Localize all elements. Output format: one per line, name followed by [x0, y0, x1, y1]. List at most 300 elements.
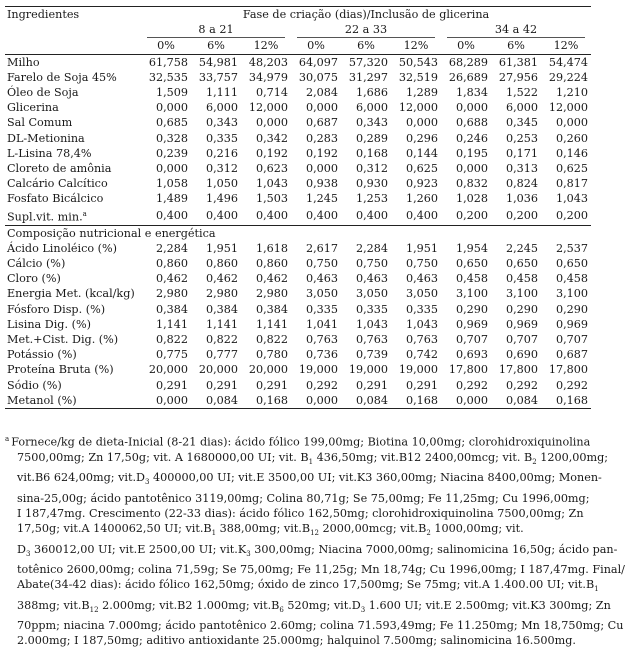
table-cell: 1,253 [355, 192, 388, 206]
footnote-text: 388,00mg; vit.B [216, 522, 311, 536]
table-cell: 1,028 [455, 192, 488, 206]
table-cell: 32,535 [148, 70, 188, 84]
table-cell: 0,000 [555, 116, 589, 130]
footnote-text: D [17, 542, 26, 556]
row-label [5, 378, 141, 393]
table-row [5, 100, 591, 115]
table-cell: 0,458 [555, 272, 589, 286]
table-cell: 0,463 [405, 272, 438, 286]
table-cell: 0,290 [455, 302, 488, 316]
table-row [5, 393, 591, 409]
table-cell: 1,043 [255, 177, 288, 191]
row-label [5, 362, 141, 377]
table-cell: 1,260 [405, 192, 438, 206]
table-cell: 0,168 [541, 393, 591, 409]
table-cell: 0,462 [155, 272, 188, 286]
table-cell: 32,519 [398, 70, 438, 84]
table-cell: 19,000 [298, 363, 338, 377]
table-row [5, 54, 591, 70]
table-cell: 0,291 [405, 378, 438, 392]
row-label-text: Supl.vit. min. [7, 210, 83, 224]
table-cell: 61,381 [498, 55, 538, 69]
row-label-text: Cloreto de amônia [7, 162, 112, 176]
row-label-text: Energia Met. (kcal/kg) [7, 287, 135, 301]
table-cell: 0,458 [505, 272, 538, 286]
footnote-subscript: 1 [308, 458, 314, 467]
row-label [5, 176, 141, 191]
table-cell: 0,000 [291, 393, 341, 409]
table-cell: 0,246 [455, 131, 488, 145]
row-label-text: L-Lisina 78,4% [7, 146, 92, 160]
table-row [5, 378, 591, 393]
table-cell: 50,543 [398, 55, 438, 69]
table-row [5, 317, 591, 332]
table-row [5, 70, 591, 85]
composition-section-title: Composição nutricional e energética [5, 225, 591, 241]
table-cell: 0,860 [155, 256, 188, 270]
table-cell: 0,736 [305, 348, 338, 362]
table-cell: 0,171 [505, 146, 538, 160]
table-cell: 0,860 [205, 256, 238, 270]
footnote-line [5, 521, 591, 541]
row-label [5, 393, 141, 409]
table-cell: 1,954 [455, 241, 488, 255]
table-cell: 0,707 [455, 333, 488, 346]
footnote-text: 360012,00 UI; vit.E 2500,00 UI; vit.K [30, 542, 247, 556]
table-cell: 26,689 [448, 70, 488, 84]
table-cell: 2,537 [555, 241, 589, 255]
table-cell: 3,100 [455, 287, 488, 301]
footnote-text: 7500,00mg; Zn 17,50g; vit. A 1680000,00 UI; vit. B [17, 450, 309, 464]
table-cell: 48,203 [248, 55, 288, 69]
table-cell: 0,216 [205, 146, 238, 160]
table-cell: 3,050 [405, 287, 438, 301]
row-label-text: Proteína Bruta (%) [7, 363, 114, 377]
footnote-line [5, 432, 591, 450]
table-cell: 61,758 [148, 55, 188, 69]
table-cell: 3,050 [355, 287, 388, 301]
table-cell: 0,313 [505, 162, 538, 176]
footnote-text: 70ppm; niacina 7.000mg; ácido pantotênico 2.60mg; colina 71.593,49mg; Fe 11.250mg; Mn 18,750mg; Cu [17, 619, 624, 633]
table-cell: 29,224 [548, 70, 589, 84]
footnote-text: Fornece/kg de dieta-Inicial (8-21 dias): ácido fólico 199,00mg; Biotina 10,00mg; clorohidroxiquinolina [11, 435, 591, 449]
footnote-text: 2.000mg; vit.B2 1.000mg; vit.B [98, 598, 280, 612]
table-row [5, 286, 591, 301]
table-cell: 0,623 [255, 162, 288, 176]
table-cell: 0,860 [255, 256, 288, 270]
row-label [5, 54, 141, 70]
table-cell: 0,000 [441, 393, 491, 409]
table-cell: 0,000 [255, 116, 288, 130]
row-label [5, 146, 141, 161]
table-cell: 0,335 [405, 302, 438, 316]
table-cell: 0,625 [555, 162, 589, 176]
footnote-ref: a [82, 209, 87, 218]
table-cell: 0,463 [305, 272, 338, 286]
footnote-line [5, 450, 609, 470]
table-cell: 27,956 [498, 70, 538, 84]
table-cell: 0,290 [505, 302, 538, 316]
table-cell: 57,320 [348, 55, 388, 69]
footnote-subscript: 1 [211, 529, 217, 538]
table-cell: 1,036 [505, 192, 538, 206]
table-cell: 1,509 [155, 86, 188, 100]
table-cell: 6,000 [355, 101, 388, 115]
table-cell: 12,000 [248, 101, 288, 115]
table-cell: 0,400 [355, 209, 388, 222]
footnote-text: 436,50mg; vit.B12 2400,00mcg; vit. B [313, 450, 533, 464]
table-cell: 0,650 [455, 256, 488, 270]
table-cell: 0,780 [255, 348, 288, 362]
row-label-text: Glicerina [7, 101, 59, 115]
table-cell: 0,763 [305, 333, 338, 346]
table-cell: 0,775 [155, 348, 188, 362]
row-label [5, 85, 141, 100]
table-cell: 0,969 [555, 317, 589, 331]
table-cell: 0,291 [205, 378, 238, 392]
table-cell: 3,100 [505, 287, 538, 301]
table-cell: 0,192 [255, 146, 288, 160]
table-cell: 0,335 [205, 131, 238, 145]
table-cell: 6,000 [505, 101, 538, 115]
table-cell: 33,757 [198, 70, 238, 84]
table-cell: 1,489 [155, 192, 188, 206]
row-label [5, 317, 141, 332]
table-cell: 0,146 [555, 146, 589, 160]
footnote-subscript: 1 [594, 585, 599, 594]
table-cell: 1,111 [205, 86, 238, 100]
table-cell: 0,253 [505, 131, 538, 145]
table-cell: 0,168 [391, 393, 441, 409]
table-cell: 0,687 [555, 348, 589, 362]
table-cell: 0,000 [155, 101, 188, 115]
table-cell: 0,342 [255, 131, 288, 145]
footnote-text: 1200,00mg; [536, 450, 609, 464]
table-cell: 2,980 [205, 287, 238, 301]
table-cell: 30,075 [298, 70, 338, 84]
table-cell: 34,979 [248, 70, 288, 84]
table-cell: 20,000 [248, 363, 288, 377]
table-cell: 0,400 [255, 209, 288, 222]
level-header: 12% [391, 38, 441, 54]
footnote-line [5, 598, 611, 618]
footnote-text: 388mg; vit.B [17, 598, 90, 612]
table-cell: 0,000 [455, 162, 488, 176]
table-cell: 0,345 [505, 116, 538, 130]
table-cell: 0,168 [355, 146, 388, 160]
table-cell: 0,192 [305, 146, 338, 160]
table-cell: 0,777 [205, 348, 238, 362]
table-title: Fase de criação (dias)/Inclusão de glicerina [141, 7, 591, 23]
footnote-text: 1000,00mg; vit. [430, 522, 524, 536]
footnote-line [5, 562, 625, 577]
footnote-text: totênico 2600,00mg; colina 71,59g; Se 75,00mg; Fe 11,25g; Mn 18,74g; Cu 1996,00mg; I 187,47mg. Final/ [17, 563, 625, 577]
table-cell: 19,000 [348, 363, 388, 377]
row-label [5, 241, 141, 256]
table-cell: 0,292 [555, 378, 589, 392]
table-cell: 0,343 [355, 116, 388, 130]
row-label [5, 271, 141, 286]
footnote-line [5, 470, 602, 490]
footnote-line [5, 618, 624, 633]
table-cell: 1,503 [255, 192, 288, 206]
table-cell: 2,980 [255, 287, 288, 301]
composition-section [5, 241, 591, 409]
level-header: 0% [141, 38, 191, 54]
ingredients-section [5, 54, 591, 225]
table-cell: 0,714 [255, 86, 288, 100]
ingredients-header: Ingredientes [5, 7, 141, 23]
diet-composition-table [5, 6, 591, 409]
table-cell: 0,328 [155, 131, 188, 145]
table-cell: 1,951 [405, 241, 438, 255]
footnote-text: 400000,00 UI; vit.E 3500,00 UI; vit.K3 360,00mg; Niacina 8400,00mg; Monen- [149, 471, 602, 485]
row-label-text: Sal Comum [7, 116, 73, 130]
table-cell: 1,043 [405, 317, 438, 331]
table-cell: 0,292 [455, 378, 488, 392]
phase-header-2: 22 a 33 [297, 22, 435, 38]
footnote-text: 300,00mg; Niacina 7000,00mg; salinomicina 16,50g; ácido pan- [250, 542, 618, 556]
table-cell: 0,000 [305, 101, 338, 115]
row-label [5, 286, 141, 301]
table-row [5, 146, 591, 161]
table-cell: 0,384 [205, 302, 238, 316]
table-cell: 0,200 [505, 209, 538, 222]
table-cell: 0,400 [305, 209, 338, 222]
table-cell: 0,084 [491, 393, 541, 409]
table-cell: 1,050 [205, 177, 238, 191]
table-cell: 0,822 [205, 333, 238, 346]
table-cell: 0,289 [355, 131, 388, 145]
row-label-text: Ácido Linoléico (%) [7, 241, 118, 255]
footnote-subscript: 2 [532, 458, 537, 467]
table-cell: 0,084 [341, 393, 391, 409]
table-row [5, 302, 591, 317]
row-label [5, 70, 141, 85]
table-cell: 0,291 [155, 378, 188, 392]
table-cell: 0,763 [405, 333, 438, 346]
table-cell: 1,951 [205, 241, 238, 255]
table-cell: 0,384 [255, 302, 288, 316]
footnote-line [5, 491, 591, 506]
table-row [5, 362, 591, 377]
table-cell: 0,824 [505, 177, 538, 191]
table-cell: 3,050 [305, 287, 338, 301]
table-cell: 0,822 [255, 333, 288, 346]
table-cell: 0,200 [455, 209, 488, 222]
table-row [5, 85, 591, 100]
table-cell: 0,195 [455, 146, 488, 160]
table-row [5, 347, 591, 362]
table-cell: 0,690 [505, 348, 538, 362]
footnote-line [5, 542, 618, 562]
table-cell: 0,685 [155, 116, 188, 130]
row-label [5, 161, 141, 176]
table-cell: 1,834 [455, 86, 488, 100]
footnote-subscript: 3 [360, 605, 366, 614]
footnote-subscript: 3 [246, 549, 251, 558]
table-cell: 0,817 [555, 177, 589, 191]
row-label [5, 131, 141, 146]
table-cell: 20,000 [198, 363, 238, 377]
table-cell: 0,739 [355, 348, 388, 362]
footnote-text: Abate(34-42 dias): ácido fólico 162,50mg; óxido de zinco 17,500mg; Se 75mg; vit.A 1.400.00 UI; vit.B [17, 578, 595, 592]
row-label-text: Milho [7, 55, 40, 69]
table-cell: 54,474 [548, 55, 589, 69]
table-cell: 6,000 [205, 101, 238, 115]
table-cell: 1,210 [555, 86, 589, 100]
table-row [5, 161, 591, 176]
footnote-text: vit.B6 624,00mg; vit.D [17, 471, 146, 485]
footnote-line [5, 506, 591, 521]
table-cell: 0,000 [141, 393, 191, 409]
table-row [5, 191, 591, 206]
table-cell: 17,800 [498, 363, 538, 377]
table-row [5, 241, 591, 256]
table-cell: 1,043 [555, 192, 589, 206]
table-cell: 0,000 [455, 101, 488, 115]
table-cell: 0,625 [405, 162, 438, 176]
table-cell: 0,312 [205, 162, 238, 176]
table-cell: 0,650 [505, 256, 538, 270]
table-cell: 0,291 [255, 378, 288, 392]
table-cell: 0,458 [455, 272, 488, 286]
table-cell: 0,750 [355, 256, 388, 270]
level-header: 0% [291, 38, 341, 54]
table-cell: 0,400 [205, 209, 238, 222]
table-cell: 2,284 [355, 241, 388, 255]
table-cell: 0,707 [505, 333, 538, 346]
table-cell: 1,043 [355, 317, 388, 331]
footnote-text: sina-25,00g; ácido pantotênico 3119,00mg; Colina 80,71g; Se 75,00mg; Fe 11,25mg; Cu 1996,00mg; [17, 491, 590, 505]
table-cell: 2,245 [505, 241, 538, 255]
table-cell: 0,969 [455, 317, 488, 331]
table-cell: 0,707 [555, 333, 589, 346]
table-cell: 0,239 [155, 146, 188, 160]
table-cell: 1,522 [505, 86, 538, 100]
table-cell: 68,289 [448, 55, 488, 69]
table-cell: 0,000 [155, 162, 188, 176]
table-cell: 0,687 [305, 116, 338, 130]
row-label-text: Metanol (%) [7, 393, 77, 407]
table-cell: 0,292 [505, 378, 538, 392]
phase-header-1: 8 a 21 [147, 22, 285, 38]
table-cell: 0,400 [405, 209, 438, 222]
table-cell: 0,000 [405, 116, 438, 130]
footnote-line [5, 633, 591, 648]
table-cell: 0,290 [555, 302, 589, 316]
table-cell: 1,289 [405, 86, 438, 100]
table-cell: 0,283 [305, 131, 338, 145]
table-cell: 0,292 [305, 378, 338, 392]
table-cell: 17,800 [548, 363, 589, 377]
row-label-text: Fósforo Disp. (%) [7, 302, 106, 316]
table-cell: 12,000 [548, 101, 589, 115]
table-cell: 1,058 [155, 177, 188, 191]
table-cell: 1,686 [355, 86, 388, 100]
footnote-marker: a [5, 435, 10, 443]
footnote-subscript: 12 [89, 605, 99, 614]
level-header: 12% [241, 38, 291, 54]
footnote-text: 520mg; vit.D [283, 598, 361, 612]
table-cell: 1,618 [255, 241, 288, 255]
table-cell: 12,000 [398, 101, 438, 115]
row-label-text: Lisina Dig. (%) [7, 317, 91, 331]
table-row [5, 115, 591, 130]
table-cell: 0,750 [405, 256, 438, 270]
row-label-text: Cálcio (%) [7, 256, 66, 270]
table-row [5, 131, 591, 146]
table-cell: 0,144 [405, 146, 438, 160]
level-header: 6% [341, 38, 391, 54]
table-cell: 0,335 [305, 302, 338, 316]
table-cell: 2,617 [305, 241, 338, 255]
level-header: 0% [441, 38, 491, 54]
footnote-text: 2.000mg; I 187,50mg; aditivo antioxidante 25.000mg; halquinol 7.500mg; salinomicina 16.500mg. [17, 634, 576, 648]
table-cell: 0,260 [555, 131, 589, 145]
table-cell: 0,463 [355, 272, 388, 286]
table-cell: 0,688 [455, 116, 488, 130]
table-cell: 2,980 [155, 287, 188, 301]
table-cell: 1,141 [205, 317, 238, 331]
table-cell: 17,800 [448, 363, 488, 377]
table-cell: 0,822 [155, 333, 188, 346]
table-cell: 1,041 [305, 317, 338, 331]
footnote-line [5, 577, 599, 597]
table-cell: 31,297 [348, 70, 388, 84]
table-cell: 0,832 [455, 177, 488, 191]
level-header: 6% [191, 38, 241, 54]
table-row [5, 176, 591, 191]
table-cell: 54,981 [198, 55, 238, 69]
row-label [5, 100, 141, 115]
table-cell: 0,650 [555, 256, 589, 270]
row-label-text: DL-Metionina [7, 131, 85, 145]
table-cell: 0,750 [305, 256, 338, 270]
row-label-text: Met.+Cist. Dig. (%) [7, 333, 119, 346]
table-cell: 0,763 [355, 333, 388, 346]
table-cell: 0,335 [355, 302, 388, 316]
row-label [5, 115, 141, 130]
row-label [5, 256, 141, 271]
table-cell: 0,693 [455, 348, 488, 362]
table-row [5, 207, 591, 225]
row-label [5, 191, 141, 206]
table-cell: 0,084 [191, 393, 241, 409]
row-label [5, 207, 141, 225]
row-label-text: Potássio (%) [7, 348, 77, 362]
table-cell: 0,923 [405, 177, 438, 191]
table-cell: 1,141 [155, 317, 188, 331]
footnote-subscript: 3 [145, 478, 150, 487]
table-cell: 64,097 [298, 55, 338, 69]
footnote-text: 1.600 UI; vit.E 2.500mg; vit.K3 300mg; Zn [365, 598, 611, 612]
table-cell: 0,400 [155, 209, 188, 222]
row-label-text: Farelo de Soja 45% [7, 70, 117, 84]
table-cell: 0,462 [205, 272, 238, 286]
phase-header-3: 34 a 42 [447, 22, 585, 38]
row-label-text: Fosfato Bicálcico [7, 192, 104, 206]
table-cell: 2,284 [155, 241, 188, 255]
table-cell: 1,141 [255, 317, 288, 331]
level-header: 12% [541, 38, 591, 54]
table-cell: 19,000 [398, 363, 438, 377]
table-cell: 0,938 [305, 177, 338, 191]
table-cell: 0,969 [505, 317, 538, 331]
table-cell: 0,462 [255, 272, 288, 286]
table-cell: 1,496 [205, 192, 238, 206]
table-row [5, 256, 591, 271]
